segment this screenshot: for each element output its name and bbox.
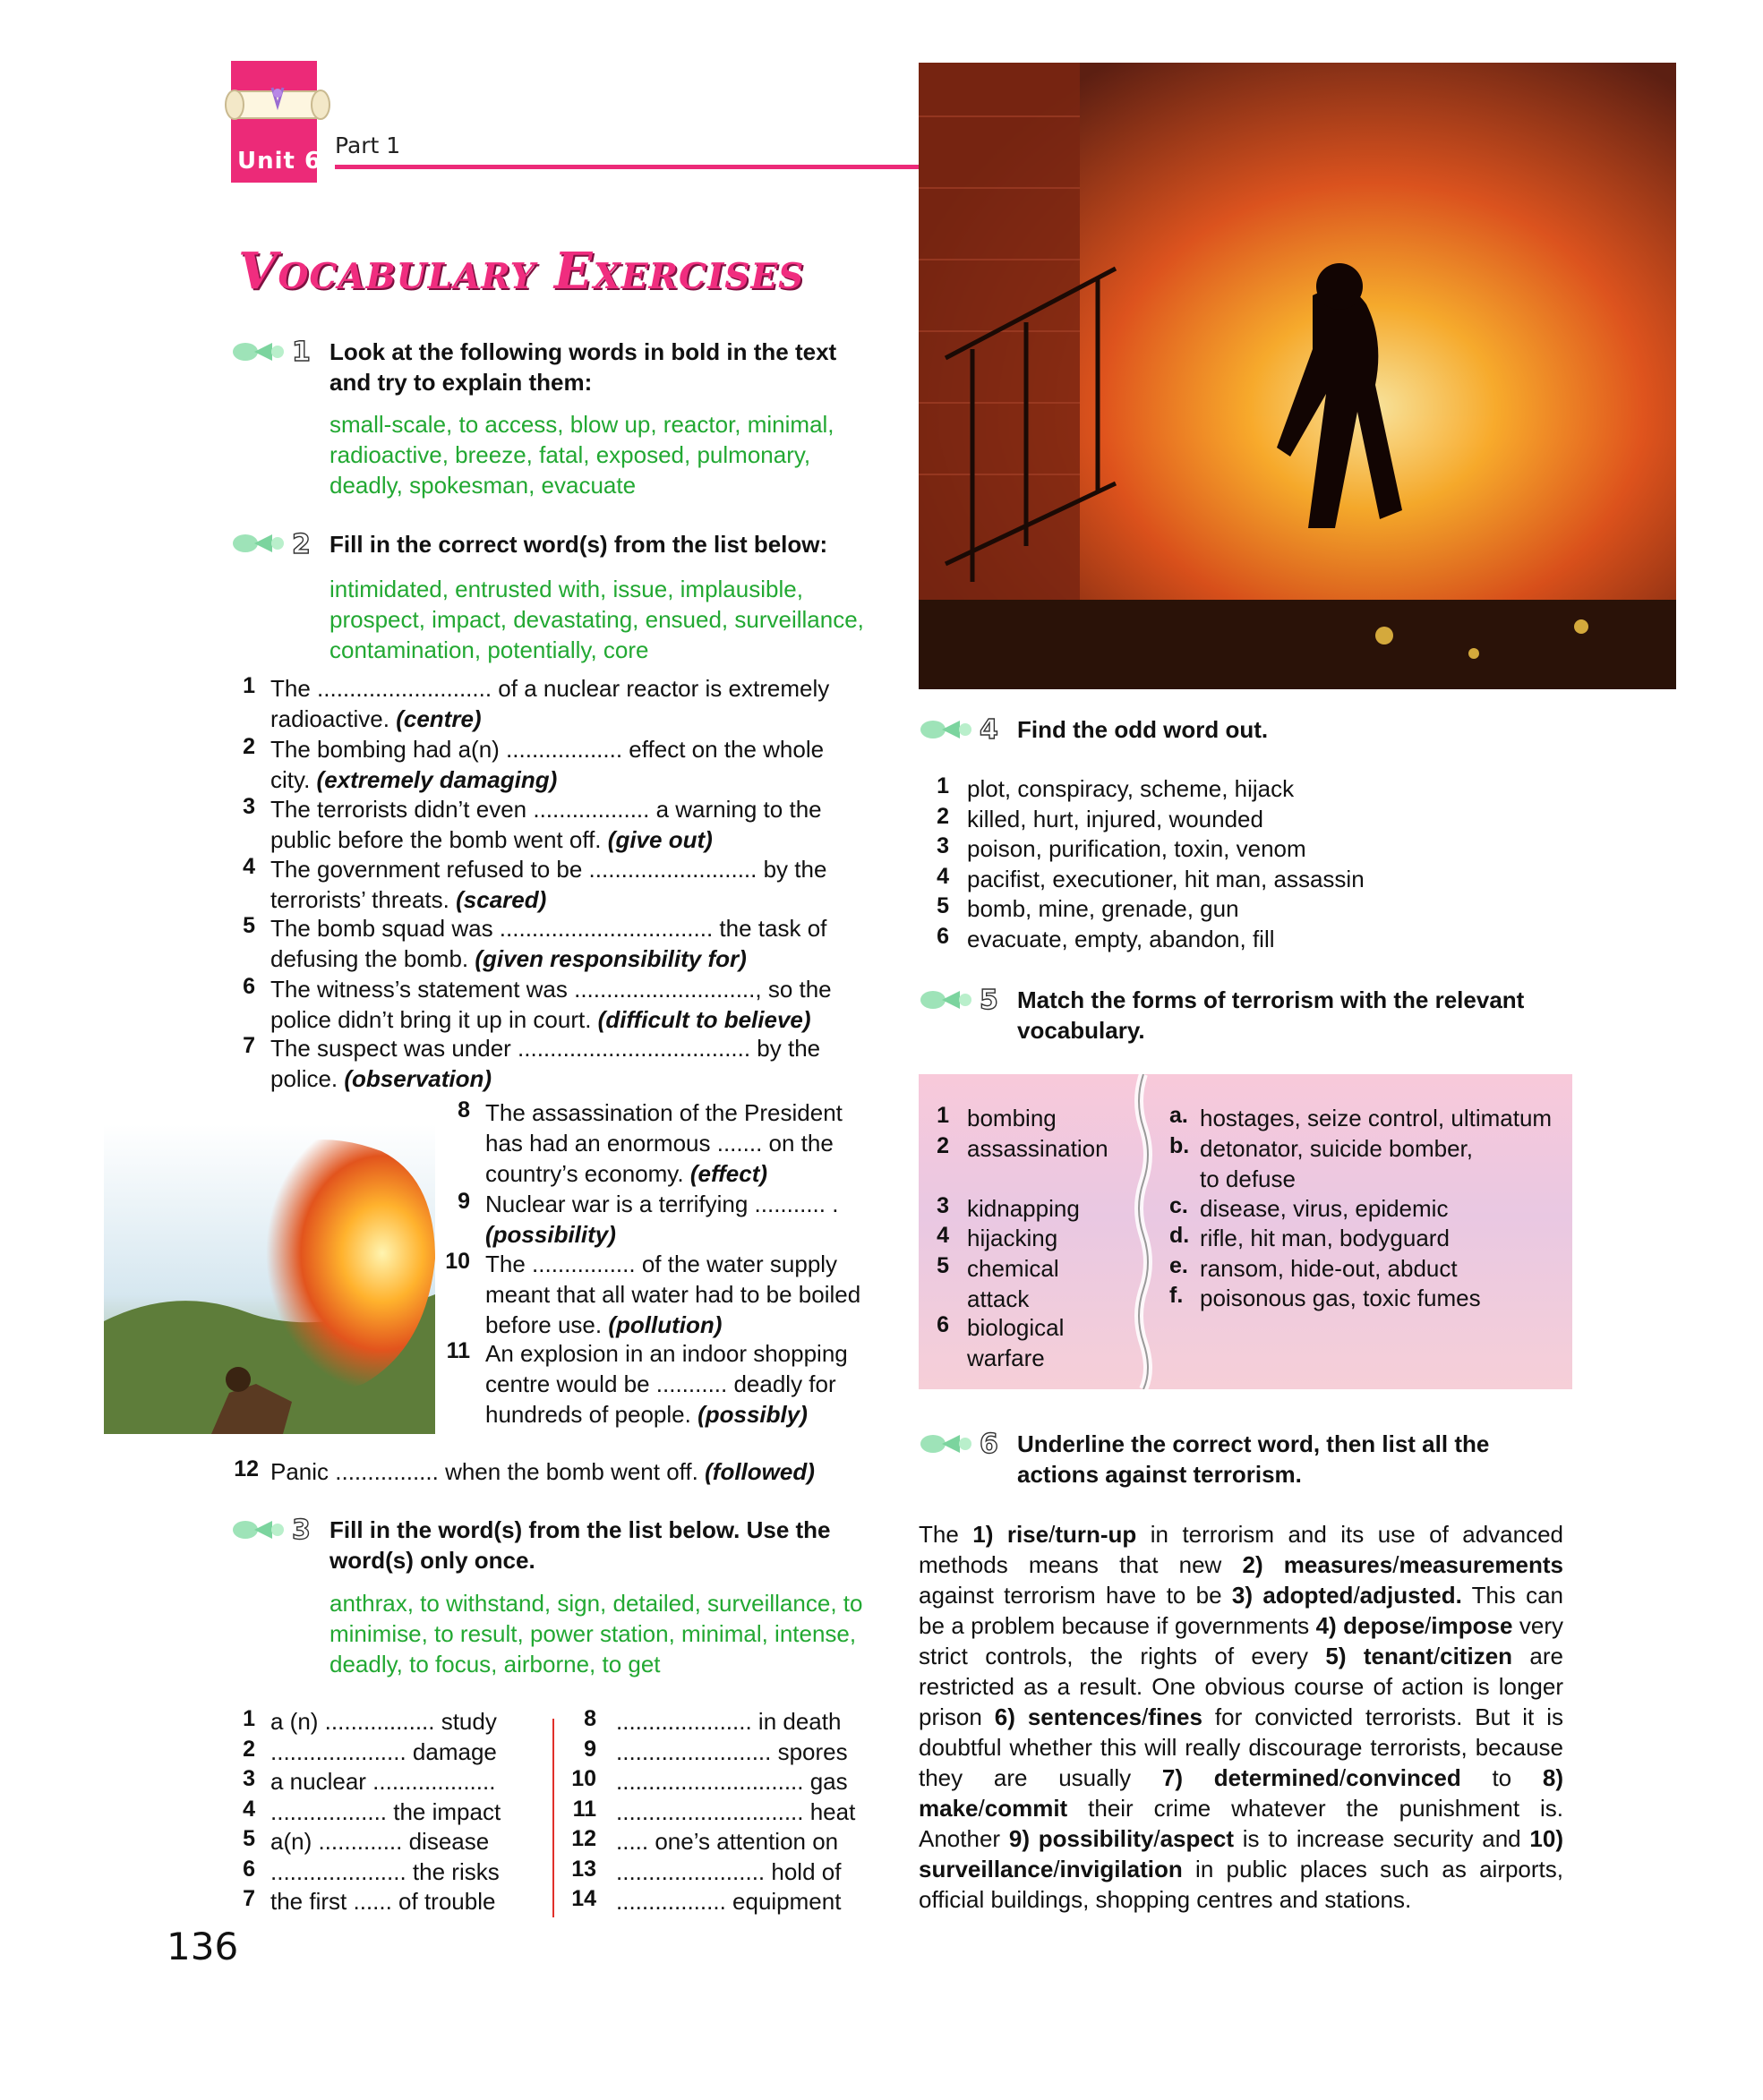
word-list: anthrax, to withstand, sign, detailed, surveillance, to minimise, to result, power station, minimal, intense, deadly, to focus, airborne, to get: [329, 1590, 863, 1677]
answer-option[interactable]: 3) adopted: [1231, 1582, 1354, 1609]
list-item: 11 An explosion in an indoor shopping centre would be ........... deadly for hundreds of people. (possibly): [446, 1338, 848, 1428]
arrow-bullet-icon: [919, 716, 974, 743]
answer-option[interactable]: impose: [1431, 1612, 1513, 1639]
list-item: a. hostages, seize control, ultimatum: [1169, 1103, 1553, 1131]
exercise-instruction: Fill in the word(s) from the list below. Use the word(s) only once.: [329, 1516, 831, 1574]
list-item: d. rifle, hit man, bodyguard: [1169, 1223, 1450, 1251]
list-item: 1 plot, conspiracy, scheme, hijack: [937, 773, 1295, 802]
arrow-bullet-icon: [919, 986, 974, 1013]
ex2-items-lower: [434, 1097, 873, 1460]
paragraph-text: /: [1392, 1551, 1399, 1578]
list-item: 2 ..................... damage: [243, 1737, 497, 1765]
part-label: Part 1: [335, 132, 401, 158]
paragraph-text: for convicted terrorists. But it is doubtful whether this will really discourage terrorists, because they are usually: [919, 1703, 1564, 1791]
list-item: 14 ................. equipment: [571, 1886, 842, 1915]
exercise-instruction: Match the forms of terrorism with the relevant vocabulary.: [1017, 986, 1525, 1044]
answer-option[interactable]: 7) determined: [1161, 1764, 1339, 1791]
list-item: 10 The ................ of the water supply meant that all water had to be boiled before use. (pollution): [445, 1249, 861, 1338]
word-list: small-scale, to access, blow up, reactor, minimal, radioactive, breeze, fatal, exposed, pulmonary, deadly, spokesman, evacuate: [329, 411, 834, 499]
list-item: 13 ....................... hold of: [571, 1857, 842, 1885]
list-item: 2 The bombing had a(n) .................. effect on the whole city. (extremely damaging): [243, 734, 825, 793]
answer-option[interactable]: 2) measures: [1242, 1551, 1393, 1578]
list-item: 12 ..... one’s attention on: [571, 1826, 839, 1855]
paragraph-text: /: [1433, 1643, 1441, 1669]
list-item: 5 The bomb squad was ................................. the task of defusing the bomb. (given responsibility for): [243, 913, 827, 972]
exercise-instruction: Underline the correct word, then list all the actions against terrorism.: [1017, 1430, 1490, 1488]
list-item: 3 poison, purification, toxin, venom: [937, 833, 1306, 862]
list-item: 9 Nuclear war is a terrifying ........... . (possibility): [458, 1189, 839, 1248]
unit-label: Unit 6: [237, 148, 322, 175]
arrow-bullet-icon: [231, 530, 287, 557]
list-item: 5 chemical attack: [937, 1253, 1059, 1312]
answer-option[interactable]: aspect: [1160, 1825, 1234, 1852]
answer-option[interactable]: adjusted.: [1359, 1582, 1462, 1609]
list-item: f. poisonous gas, toxic fumes: [1169, 1283, 1481, 1311]
paragraph-text: in public places such as airports, official buildings, shopping centres and stations.: [919, 1856, 1563, 1913]
answer-option[interactable]: 5) tenant: [1325, 1643, 1434, 1669]
answer-option[interactable]: fines: [1148, 1703, 1202, 1730]
list-item: 7 The suspect was under .................................... by the police. (observation): [243, 1033, 821, 1092]
page-number: 136: [167, 1925, 239, 1968]
exercise-instruction: Find the odd word out.: [1017, 716, 1269, 743]
paragraph-text: is to increase security and: [1233, 1825, 1530, 1852]
answer-option[interactable]: turn-up: [1055, 1521, 1137, 1548]
answer-option[interactable]: measurements: [1399, 1551, 1564, 1578]
paragraph-text: /: [1048, 1521, 1056, 1548]
list-item: 4 The government refused to be .......................... by the terrorists’ threats. (scared): [243, 854, 827, 913]
fire-photo: [919, 63, 1676, 689]
ex4-list: [922, 773, 1567, 953]
list-item: 6 ..................... the risks: [243, 1857, 500, 1885]
ex3-left-column: [228, 1706, 533, 1916]
list-item: 9 ........................ spores: [584, 1737, 848, 1765]
list-item: 1 The ........................... of a nuclear reactor is extremely radioactive. (centre): [243, 673, 830, 732]
exercise-number: 2: [292, 529, 311, 560]
answer-option[interactable]: 8) make: [919, 1764, 1563, 1822]
exercise-number: 6: [980, 1429, 998, 1460]
answer-option[interactable]: 9) possibility: [1008, 1825, 1154, 1852]
list-item: 3 kidnapping: [937, 1193, 1080, 1222]
list-item: 3 The terrorists didn’t even .................. a warning to the public before the bomb went off. (give out): [243, 794, 822, 853]
paragraph-text: against terrorism have to be: [919, 1582, 1232, 1609]
arrow-bullet-icon: [231, 1516, 287, 1543]
arrow-bullet-icon: [919, 1430, 974, 1457]
paragraph-text: are restricted as a result. One obvious course of action is longer prison: [919, 1643, 1564, 1730]
list-item: 8 ..................... in death: [584, 1706, 842, 1735]
list-item: 6 evacuate, empty, abandon, fill: [937, 924, 1275, 952]
list-item: 12 Panic ................ when the bomb went off. (followed): [234, 1456, 815, 1485]
header-rule: [335, 165, 919, 169]
paragraph-text: their crime whatever the punishment is. Another: [919, 1795, 1563, 1852]
answer-option[interactable]: commit: [984, 1795, 1068, 1822]
exercise-number: 5: [980, 985, 998, 1016]
list-item: 5 bomb, mine, grenade, gun: [937, 893, 1239, 922]
list-item: 4 pacifist, executioner, hit man, assassin: [937, 864, 1365, 892]
list-item: 1 bombing: [937, 1103, 1057, 1131]
paragraph-text: The: [919, 1521, 973, 1548]
exercise-instruction: Fill in the correct word(s) from the list below:: [329, 531, 828, 558]
ex5-right-list: [1169, 1103, 1572, 1313]
list-item: 3 a nuclear ...................: [243, 1766, 496, 1795]
paragraph-text: /: [1153, 1825, 1160, 1852]
paragraph-text: in terrorism and its use of advanced methods means that new: [919, 1521, 1564, 1578]
paragraph-text: /: [1053, 1856, 1060, 1882]
scroll-icon: [218, 75, 335, 138]
ex2-items-upper: [228, 673, 869, 1094]
exercise-instruction: Look at the following words in bold in the text and try to explain them:: [329, 338, 837, 396]
list-item: b. detonator, suicide bomber, to defuse: [1169, 1133, 1473, 1192]
list-item: 6 The witness’s statement was ............................, so the police didn’t bring it up in court. (difficult to believe): [243, 974, 832, 1033]
paragraph-text: This can be a problem because if governments: [919, 1582, 1563, 1639]
arrow-bullet-icon: [231, 338, 287, 365]
ex5-left-list: [922, 1103, 1137, 1373]
exercise-number: 4: [980, 714, 998, 746]
answer-option[interactable]: convinced: [1346, 1764, 1461, 1791]
exercise-number: 1: [292, 337, 311, 368]
paragraph-text: /: [1425, 1612, 1432, 1639]
exercise-number: 3: [292, 1515, 311, 1546]
answer-option[interactable]: 4) depose: [1315, 1612, 1425, 1639]
paragraph-text: /: [1142, 1703, 1149, 1730]
list-item: 4 hijacking: [937, 1223, 1058, 1251]
ex6-paragraph: [919, 1519, 1563, 1915]
list-item: 11 ............................. heat: [572, 1797, 856, 1825]
answer-option[interactable]: 6) sentences: [994, 1703, 1143, 1730]
list-item: 2 assassination: [937, 1133, 1108, 1162]
paragraph-text: very strict controls, the rights of every: [919, 1612, 1563, 1669]
paragraph-text: /: [978, 1795, 985, 1822]
list-item: 2 killed, hurt, injured, wounded: [937, 804, 1263, 832]
column-divider: [552, 1719, 554, 1917]
list-item: 1 a (n) ................. study: [243, 1706, 497, 1735]
paragraph-text: /: [1339, 1764, 1347, 1791]
word-list: intimidated, entrusted with, issue, implausible, prospect, impact, devastating, ensued, surveillance, contamination, potentially, core: [329, 576, 864, 663]
list-item: 8 The assassination of the President has had an enormous ....... on the country’s economy. (effect): [458, 1097, 843, 1187]
answer-option[interactable]: citizen: [1440, 1643, 1513, 1669]
list-item: c. disease, virus, epidemic: [1169, 1193, 1449, 1222]
ex3-right-column: [562, 1706, 876, 1916]
answer-option[interactable]: 10) surveillance: [919, 1825, 1563, 1882]
list-item: e. ransom, hide-out, abduct: [1169, 1253, 1458, 1282]
list-item: 5 a(n) ............. disease: [243, 1826, 490, 1855]
list-item: 7 the first ...... of trouble: [243, 1886, 496, 1915]
explosion-photo: [104, 1124, 435, 1434]
paragraph-text: /: [1353, 1582, 1360, 1609]
page-title: Vocabulary Exercises: [238, 242, 805, 301]
list-item: 6 biological warfare: [937, 1312, 1065, 1371]
list-item: 10 ............................. gas: [571, 1766, 848, 1795]
list-item: 4 .................. the impact: [243, 1797, 501, 1825]
paragraph-text: to: [1460, 1764, 1543, 1791]
answer-option[interactable]: invigilation: [1059, 1856, 1183, 1882]
answer-option[interactable]: 1) rise: [972, 1521, 1049, 1548]
